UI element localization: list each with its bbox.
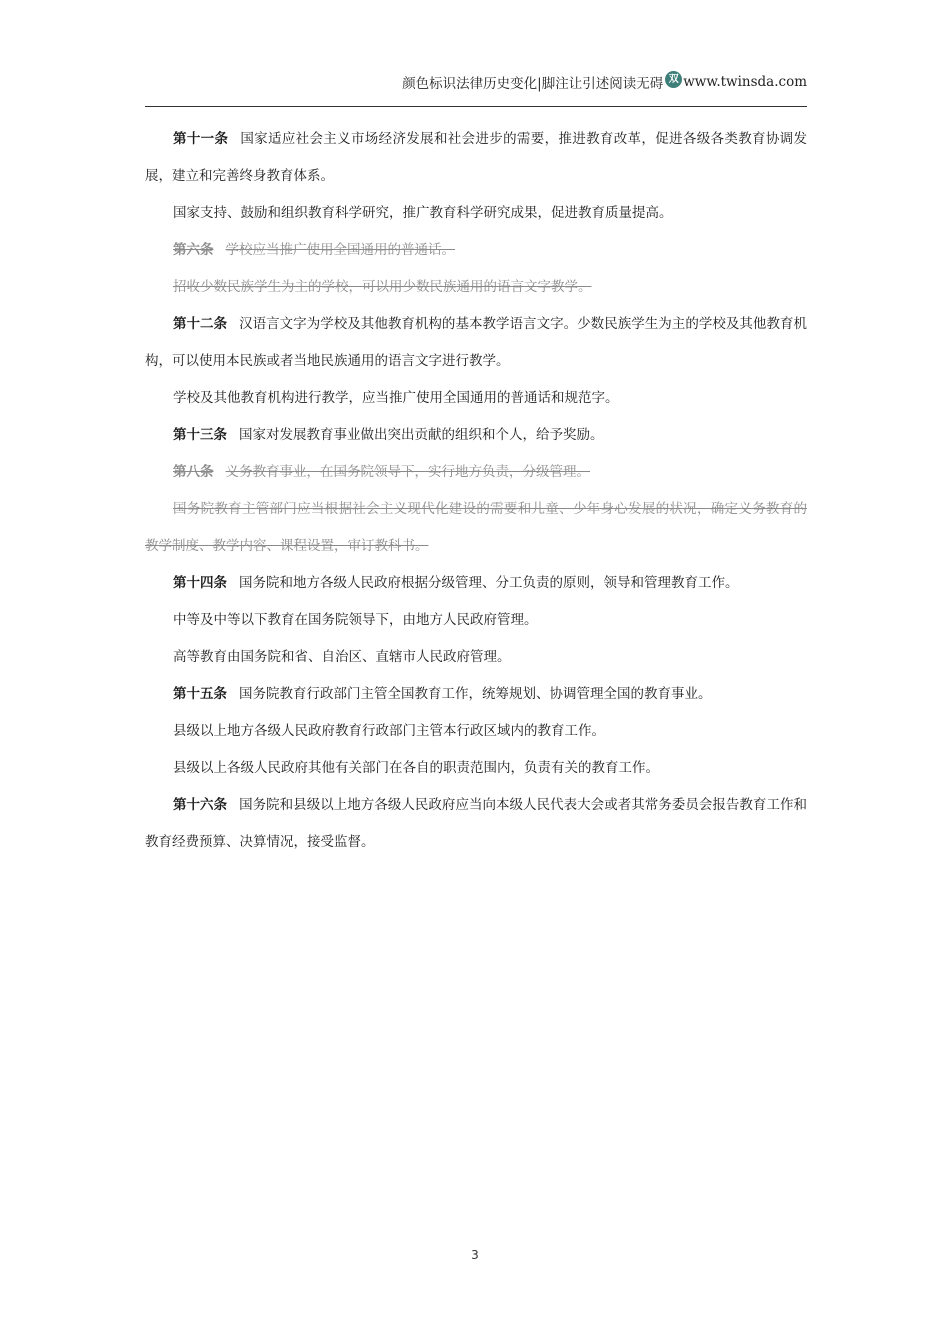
- twinsda-logo-icon: 双: [665, 71, 682, 88]
- article-number: 第十二条: [173, 316, 228, 332]
- paragraph: [145, 417, 807, 454]
- struck-paragraph: [145, 454, 807, 491]
- struck-paragraph: [145, 491, 807, 565]
- paragraph: [145, 602, 807, 639]
- paragraph: [145, 565, 807, 602]
- paragraph-text: 县级以上各级人民政府其他有关部门在各自的职责范围内，负责有关的教育工作。: [173, 760, 659, 776]
- paragraph: [145, 676, 807, 713]
- paragraph-text: 汉语言文字为学校及其他教育机构的基本教学语言文字。少数民族学生为主的学校及其他教育机构，可以使用本民族或者当地民族通用的语言文字进行教学。: [145, 316, 808, 369]
- article-number: 第十三条: [173, 427, 227, 443]
- paragraph-text: 高等教育由国务院和省、自治区、直辖市人民政府管理。: [173, 649, 511, 665]
- paragraph-text: 招收少数民族学生为主的学校，可以用少数民族通用的语言文字教学。: [173, 279, 592, 295]
- article-number: 第八条: [173, 464, 214, 480]
- header-brand: [663, 74, 807, 91]
- header-title: 颜色标识法律历史变化|脚注让引述阅读无碍: [402, 76, 664, 92]
- paragraph-text: 县级以上地方各级人民政府教育行政部门主管本行政区域内的教育工作。: [173, 723, 605, 739]
- paragraph: [145, 121, 807, 195]
- paragraph-text: 国家适应社会主义市场经济发展和社会进步的需要，推进教育改革，促进各级各类教育协调发展，建立和完善终身教育体系。: [145, 131, 808, 184]
- paragraph: [145, 750, 807, 787]
- article-number: 第十四条: [173, 575, 227, 591]
- paragraph-text: 国务院和县级以上地方各级人民政府应当向本级人民代表大会或者其常务委员会报告教育工作和教育经费预算、决算情况，接受监督。: [145, 797, 808, 850]
- paragraph: [145, 306, 807, 380]
- header-url[interactable]: www.twinsda.com: [683, 74, 807, 90]
- article-number: 第十六条: [173, 797, 228, 813]
- paragraph-text: 国务院和地方各级人民政府根据分级管理、分工负责的原则，领导和管理教育工作。: [239, 575, 739, 591]
- paragraph-text: 国家支持、鼓励和组织教育科学研究，推广教育科学研究成果，促进教育质量提高。: [173, 205, 673, 221]
- paragraph-text: 学校及其他教育机构进行教学，应当推广使用全国通用的普通话和规范字。: [173, 390, 619, 406]
- struck-paragraph: [145, 232, 807, 269]
- article-number: 第十一条: [173, 131, 229, 147]
- paragraph-text: 中等及中等以下教育在国务院领导下，由地方人民政府管理。: [173, 612, 538, 628]
- paragraph: [145, 639, 807, 676]
- header-divider: [145, 106, 807, 107]
- paragraph: [145, 713, 807, 750]
- paragraph: [145, 380, 807, 417]
- paragraph-text: 义务教育事业，在国务院领导下，实行地方负责，分级管理。: [225, 464, 590, 480]
- page-number: 3: [471, 1248, 479, 1262]
- paragraph-text: 学校应当推广使用全国通用的普通话。: [225, 242, 455, 258]
- paragraph: [145, 787, 807, 861]
- struck-paragraph: [145, 269, 807, 306]
- article-number: 第六条: [173, 242, 214, 258]
- paragraph-text: 国务院教育主管部门应当根据社会主义现代化建设的需要和儿童、少年身心发展的状况，确定义务教育的教学制度、教学内容、课程设置，审订教科书。: [145, 501, 807, 554]
- paragraph-text: 国家对发展教育事业做出突出贡献的组织和个人，给予奖励。: [239, 427, 604, 443]
- document-body: [145, 121, 807, 861]
- paragraph-text: 国务院教育行政部门主管全国教育工作，统筹规划、协调管理全国的教育事业。: [239, 686, 712, 702]
- page-header: [145, 70, 807, 94]
- article-number: 第十五条: [173, 686, 227, 702]
- paragraph: [145, 195, 807, 232]
